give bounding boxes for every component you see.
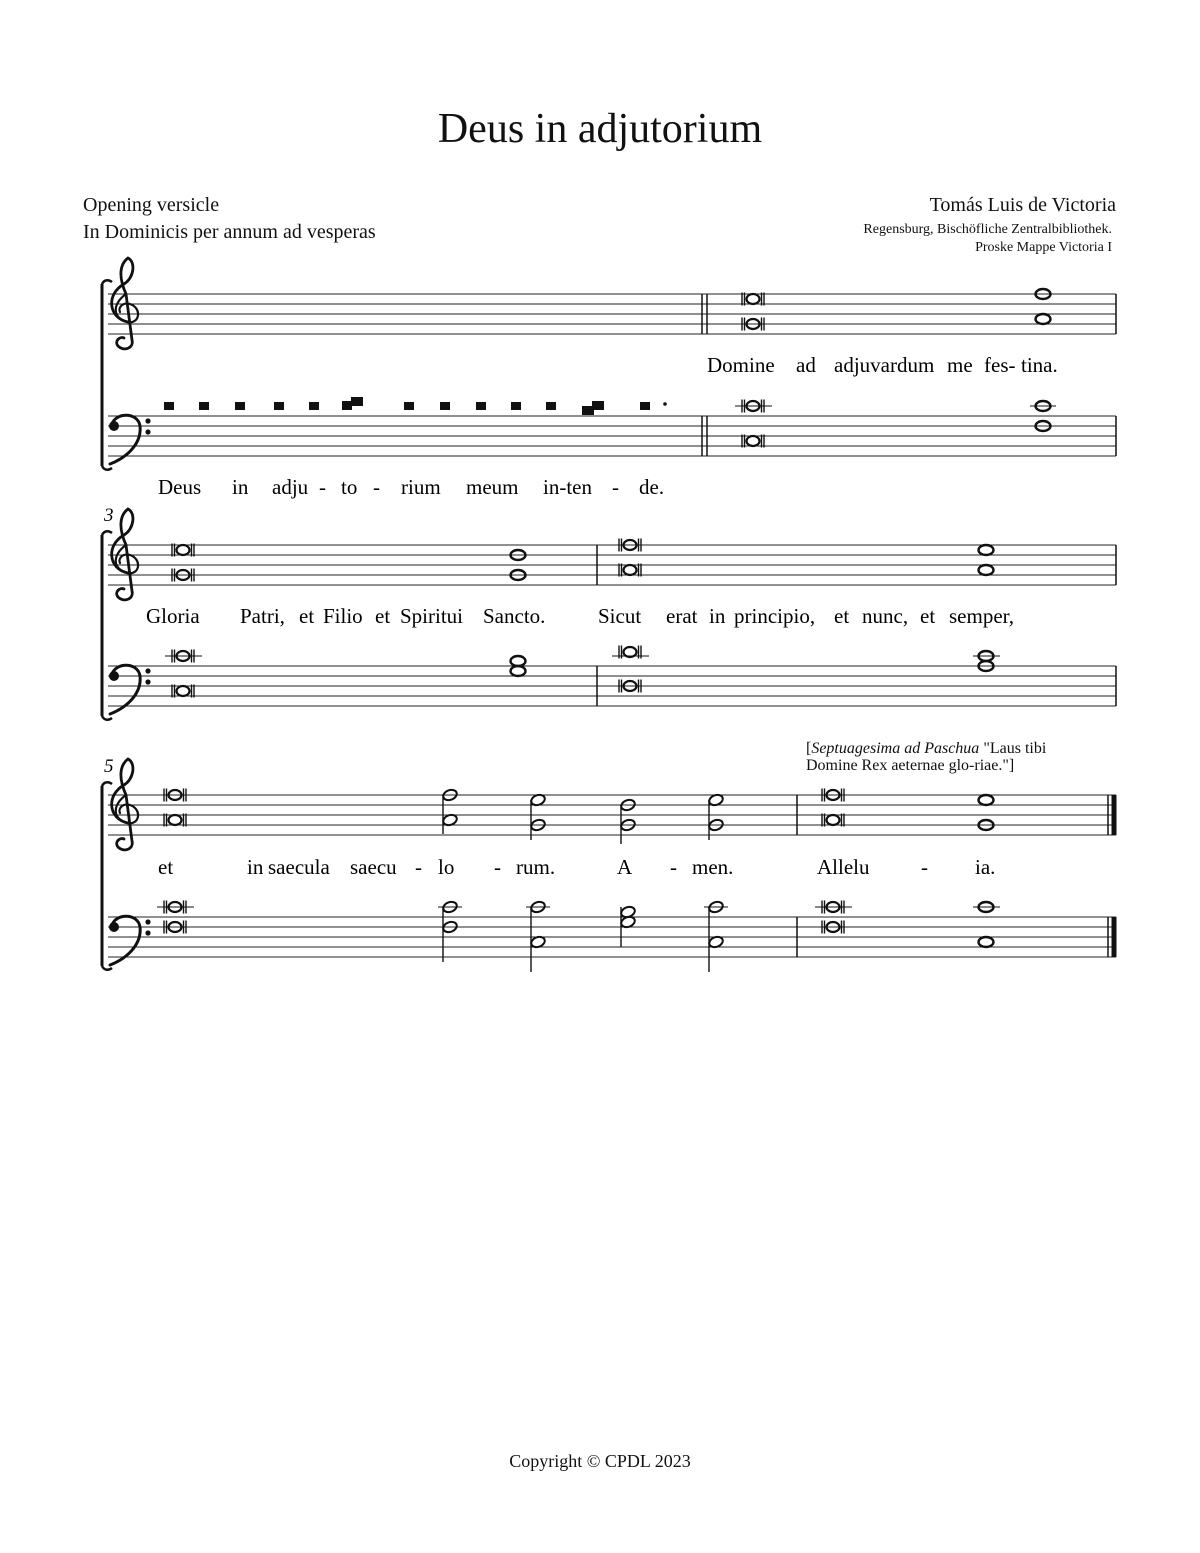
staff-2-lower [108, 666, 1116, 706]
lyric-syllable: et [158, 855, 174, 879]
lyric-hyphen: - [415, 855, 422, 879]
lyric-syllable: in-ten [543, 475, 592, 499]
lyric-syllable: Patri, [240, 604, 285, 628]
lyric-syllable: fes- [984, 353, 1016, 377]
treble-clef [112, 509, 138, 600]
lyric-syllable: to [341, 475, 358, 499]
composer-name: Tomás Luis de Victoria [929, 194, 1116, 216]
editorial-note-text-line2: Domine Rex aeternae glo-riae."] [806, 757, 1015, 774]
lyric-syllable: et [375, 604, 391, 628]
staff-2-upper [108, 545, 1116, 585]
lyric-hyphen: - [494, 855, 501, 879]
source-shelfmark: Proske Mappe Victoria I [975, 240, 1112, 255]
subtitle-liturgical-occasion: In Dominicis per annum ad vesperas [83, 221, 376, 243]
lyric-syllable: Spiritui [400, 604, 464, 628]
note-whole [511, 656, 526, 666]
lyric-syllable: in [709, 604, 726, 628]
note-whole [979, 937, 994, 947]
staff-1-lower [108, 416, 1116, 456]
lyric-syllable: saecu [350, 855, 397, 879]
bass-clef [109, 916, 151, 965]
lyric-syllable: ad [796, 353, 816, 377]
lyric-syllable: Gloria [146, 604, 200, 628]
lyric-syllable: principio, [734, 604, 816, 628]
lyric-syllable: Sancto. [483, 604, 546, 628]
lyric-hyphen: - [319, 475, 326, 499]
note-whole [511, 666, 526, 676]
note-breve [619, 646, 641, 659]
lyric-syllable: in [247, 855, 264, 879]
lyric-syllable: erat [666, 604, 698, 628]
note-whole [979, 795, 994, 805]
lyric-syllable: rium [401, 475, 441, 499]
lyric-hyphen: - [373, 475, 380, 499]
final-barline [1108, 795, 1114, 957]
lyric-syllable: de. [639, 475, 665, 499]
lyric-syllable: Domine [707, 353, 775, 377]
lyric-syllable: me [947, 353, 973, 377]
measure-number-5: 5 [104, 756, 114, 777]
chant-notes [163, 397, 692, 415]
treble-clef [112, 258, 138, 349]
lyric-syllable: meum [466, 475, 519, 499]
lyric-syllable: rum. [516, 855, 556, 879]
source-library: Regensburg, Bischöfliche Zentralbibliothek. [863, 222, 1112, 237]
staff-3-upper [108, 795, 1116, 835]
editorial-note-italic: Septuagesima ad Paschua [811, 740, 980, 757]
lyric-syllable: Allelu [817, 855, 870, 879]
staff-3-lower [108, 917, 1116, 957]
lyric-syllable: men. [692, 855, 734, 879]
lyric-hyphen: - [612, 475, 619, 499]
lyric-syllable: tina. [1021, 353, 1058, 377]
lyric-syllable: nunc, [862, 604, 909, 628]
copyright-notice: Copyright © CPDL 2023 [509, 1451, 691, 1471]
note-whole [1036, 314, 1051, 324]
lyric-syllable: saecula [268, 855, 330, 879]
editorial-note-bracket: [ [806, 740, 812, 757]
note-whole [979, 565, 994, 575]
subtitle-opening-versicle: Opening versicle [83, 194, 220, 216]
bass-clef [109, 665, 151, 714]
piece-title: Deus in adjutorium [437, 106, 763, 152]
lyric-hyphen: - [921, 855, 928, 879]
staff-1-upper [108, 294, 1116, 334]
editorial-note-text: "Laus tibi [979, 740, 1047, 757]
treble-clef [112, 759, 138, 850]
lyric-syllable: Deus [158, 475, 202, 499]
lyric-syllable: adjuvardum [834, 353, 935, 377]
lyric-syllable: A [617, 855, 633, 879]
measure-number-3: 3 [104, 505, 114, 526]
lyric-syllable: lo [438, 855, 455, 879]
lyric-syllable: et [834, 604, 850, 628]
lyric-hyphen: - [670, 855, 677, 879]
lyric-syllable: Filio [323, 604, 363, 628]
note-whole [979, 545, 994, 555]
lyric-syllable: in [232, 475, 249, 499]
lyric-syllable: et [299, 604, 315, 628]
lyric-syllable: et [920, 604, 936, 628]
lyric-syllable: semper, [949, 604, 1015, 628]
lyric-syllable: ia. [975, 855, 996, 879]
lyrics [146, 353, 1058, 879]
lyric-syllable: adju [272, 475, 309, 499]
bass-clef [109, 415, 151, 464]
lyric-syllable: Sicut [598, 604, 642, 628]
